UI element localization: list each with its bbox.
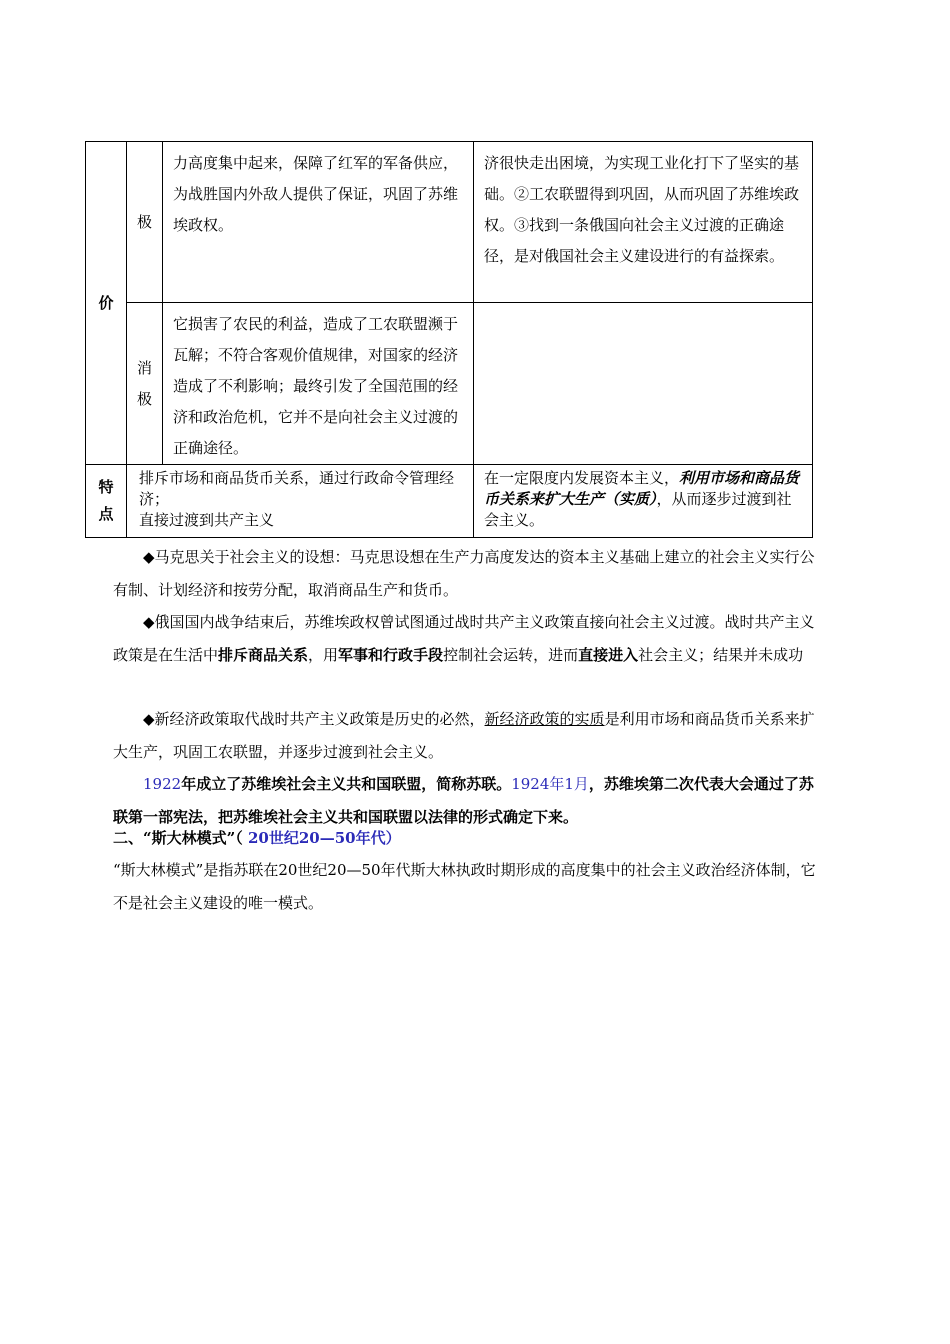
- negative-label-2: 极: [136, 389, 152, 408]
- negative-label-cell: [127, 303, 163, 465]
- negative-right-cell: [474, 303, 813, 465]
- feature-label-cell: [86, 465, 127, 538]
- military-admin-means: 军事和行政手段: [338, 645, 444, 664]
- positive-label: 极: [136, 212, 152, 231]
- feature-label-1: 特: [98, 478, 114, 496]
- section-heading-period: 20世纪20—50年代）: [242, 829, 401, 847]
- nep-essence: 新经济政策的实质: [484, 710, 605, 728]
- feature-left-cell: [127, 465, 474, 538]
- marx-paragraph: ◆马克思关于社会主义的设想：马克思设想在生产力高度发达的资本主义基础上建立的社会主义实行公有制、计划经济和按劳分配，取消商品生产和货币。: [113, 548, 815, 599]
- ussr-founding-paragraph: 1922年成立了苏维埃社会主义共和国联盟，简称苏联。1924年1月，苏维埃第二次代表大会通过了苏联第一部宪法，把苏维埃社会主义共和国联盟以法律的形式确定下来。: [113, 775, 814, 826]
- feature-label-2: 点: [98, 505, 114, 523]
- negative-left-text: 它损害了农民的利益，造成了工农联盟濒于瓦解；不符合客观价值规律，对国家的经济造成了不利影响；最终引发了全国范围的经济和政治危机，它并不是向社会主义过渡的正确途径。: [173, 315, 459, 457]
- comparison-table: [85, 141, 813, 538]
- exclude-commodity-relations: 排斥商品关系: [218, 645, 309, 664]
- positive-left-text: 力高度集中起来，保障了红军的军备供应，为战胜国内外敌人提供了保证，巩固了苏维埃政权。: [173, 154, 459, 234]
- evaluation-label: 价: [98, 293, 114, 312]
- positive-right-text: 济很快走出困境，为实现工业化打下了坚实的基础。②工农联盟得到巩固，从而巩固了苏维埃政权。③找到一条俄国向社会主义过渡的正确途径，是对俄国社会主义建设进行的有益探索。: [484, 154, 800, 265]
- feature-right-pre: 在一定限度内发展资本主义，: [484, 469, 680, 487]
- war-communism-paragraph: ◆俄国国内战争结束后，苏维埃政权曾试图通过战时共产主义政策直接向社会主义过渡。战时共产主义政策是在生活中排斥商品关系，用军事和行政手段控制社会运转，进而直接进入社会主义；结果并未成功: [113, 613, 815, 664]
- positive-left-cell: [163, 142, 474, 303]
- feature-right-post: ，从而逐步过渡到社会主义。: [484, 490, 792, 529]
- date-1924: 1924年1月: [511, 775, 589, 793]
- feature-right-cell: [474, 465, 813, 538]
- negative-label-1: 消: [136, 358, 152, 377]
- positive-right-cell: [474, 142, 813, 303]
- section-heading: 二、“斯大林模式”（ 20世纪20—50年代）: [113, 829, 401, 847]
- evaluation-label-cell: [86, 142, 127, 465]
- feature-right-essence: 利用市场和商品货币关系来扩大生产（实质）: [484, 469, 800, 508]
- negative-left-cell: [163, 303, 474, 465]
- feature-left-line-1: 排斥市场和商品货币关系，通过行政命令管理经济；: [139, 469, 455, 508]
- nep-paragraph: ◆新经济政策取代战时共产主义政策是历史的必然，新经济政策的实质是利用市场和商品货币关系来扩大生产，巩固工农联盟，并逐步过渡到社会主义。: [113, 710, 815, 761]
- stalin-model-paragraph: “斯大林模式”是指苏联在20世纪20—50年代斯大林执政时期形成的高度集中的社会主义政治经济体制，它不是社会主义建设的唯一模式。: [113, 861, 816, 912]
- year-1922: 1922: [143, 775, 182, 793]
- negative-right-text: [474, 303, 812, 309]
- feature-left-line-2: 直接过渡到共产主义: [139, 511, 275, 529]
- direct-entry: 直接进入: [578, 645, 639, 664]
- positive-label-cell: [127, 142, 163, 303]
